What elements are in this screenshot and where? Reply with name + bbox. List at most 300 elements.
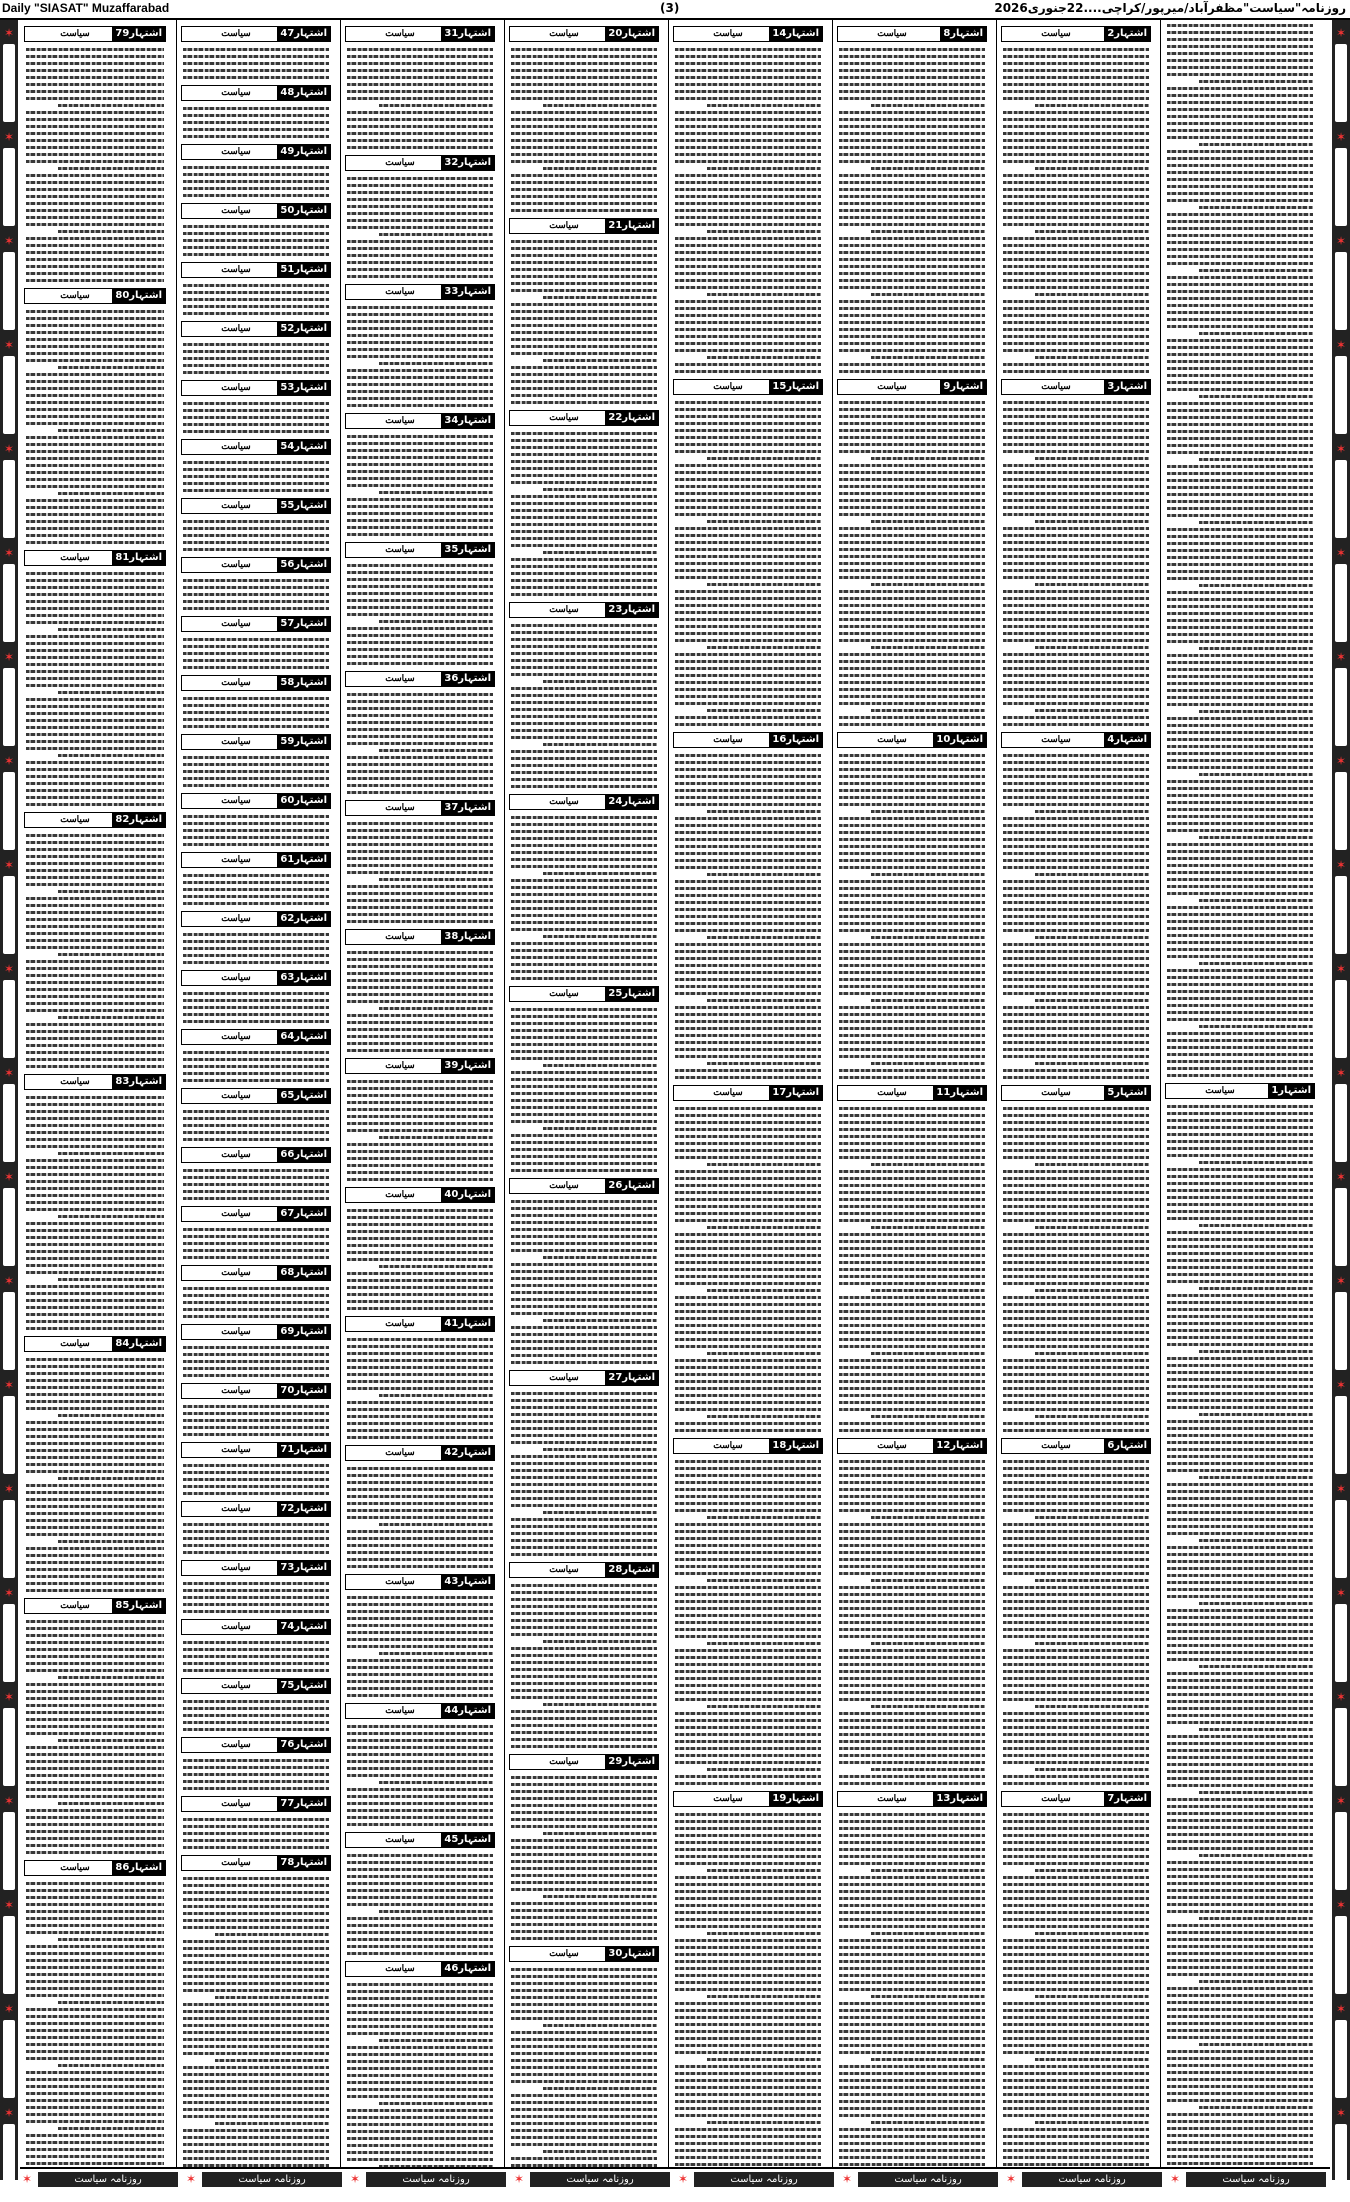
text-line xyxy=(1167,794,1313,797)
text-line xyxy=(1003,2100,1149,2103)
ad-logo: سیاست xyxy=(221,88,251,98)
text-line xyxy=(26,1830,164,1833)
text-line xyxy=(1167,115,1313,118)
rail-logo-band xyxy=(1335,1916,1347,1994)
text-line xyxy=(26,607,164,610)
text-line xyxy=(1167,1046,1313,1049)
text-line xyxy=(1003,2044,1149,2047)
text-line xyxy=(511,1483,657,1486)
text-line xyxy=(839,1338,985,1341)
right-border-rail xyxy=(1332,20,1350,2180)
text-line xyxy=(26,1145,164,1148)
text-line xyxy=(1003,300,1149,303)
ad-number-tag xyxy=(509,218,659,234)
text-line xyxy=(1167,1644,1313,1647)
text-line xyxy=(839,2086,985,2089)
text-line xyxy=(675,796,821,799)
ad-logo: سیاست xyxy=(221,383,251,393)
text-line xyxy=(1167,808,1313,811)
text-line xyxy=(675,1775,821,1778)
text-line xyxy=(1003,1020,1149,1023)
ad-number-tag xyxy=(1001,732,1151,748)
text-line xyxy=(1003,2128,1149,2131)
text-line xyxy=(675,894,821,897)
text-line xyxy=(26,534,164,537)
text-line xyxy=(1199,269,1313,272)
text-line xyxy=(839,69,985,72)
text-line xyxy=(675,1121,821,1124)
ad-number: اشتہار78 xyxy=(277,1856,330,1870)
text-line xyxy=(183,836,329,839)
text-line xyxy=(1167,2064,1313,2067)
ad-number: اشتہار81 xyxy=(112,551,165,565)
text-line xyxy=(675,1359,821,1362)
text-line xyxy=(26,513,164,516)
text-line xyxy=(26,1187,164,1190)
rail-logo-band xyxy=(1335,668,1347,746)
text-line xyxy=(26,1470,164,1473)
text-line xyxy=(26,1449,164,1452)
text-line xyxy=(1167,465,1313,468)
text-line xyxy=(675,1649,821,1652)
text-line xyxy=(1003,611,1149,614)
text-line xyxy=(675,1733,821,1736)
text-line xyxy=(183,2087,329,2090)
text-line xyxy=(26,1882,164,1885)
text-line xyxy=(347,1889,493,1892)
text-line xyxy=(26,1250,164,1253)
text-line xyxy=(511,1968,657,1971)
text-line xyxy=(347,742,493,745)
text-line xyxy=(347,1638,493,1641)
star-ornament-icon: ✶ xyxy=(3,754,15,768)
text-line xyxy=(58,1540,164,1543)
text-line xyxy=(839,1205,985,1208)
text-line xyxy=(511,1078,657,1081)
text-line xyxy=(511,1811,657,1814)
text-line xyxy=(1167,2029,1313,2032)
text-line xyxy=(26,2015,164,2018)
text-line xyxy=(839,111,985,114)
text-line xyxy=(1003,443,1149,446)
text-line xyxy=(1167,1018,1313,1021)
text-line xyxy=(26,1781,164,1784)
text-line xyxy=(183,2150,329,2153)
text-line xyxy=(347,62,493,65)
text-line xyxy=(26,1795,164,1798)
text-line xyxy=(675,2044,821,2047)
text-line xyxy=(26,621,164,624)
text-line xyxy=(1167,1994,1313,1997)
text-line xyxy=(1167,766,1313,769)
text-line xyxy=(511,240,657,243)
text-line xyxy=(871,1226,985,1229)
ad-number-tag xyxy=(345,542,495,558)
text-line xyxy=(183,371,329,374)
text-line xyxy=(347,2060,493,2063)
text-line xyxy=(1003,2107,1149,2110)
text-line xyxy=(839,1712,985,1715)
text-line xyxy=(675,1551,821,1554)
text-line xyxy=(26,1365,164,1368)
ad-logo: سیاست xyxy=(221,1386,251,1396)
text-line xyxy=(215,2122,329,2125)
text-line xyxy=(26,911,164,914)
text-line xyxy=(839,265,985,268)
text-line xyxy=(511,366,657,369)
text-line xyxy=(675,2093,821,2096)
text-line xyxy=(26,1463,164,1466)
text-line xyxy=(1199,332,1313,335)
text-line xyxy=(839,852,985,855)
text-line xyxy=(1167,2099,1313,2102)
text-line xyxy=(1167,255,1313,258)
text-line xyxy=(675,887,821,890)
text-line xyxy=(839,922,985,925)
text-line xyxy=(1167,1546,1313,1549)
rail-logo-band xyxy=(1335,148,1347,226)
text-line xyxy=(347,648,493,651)
text-line xyxy=(839,1684,985,1687)
text-line xyxy=(839,223,985,226)
text-line xyxy=(1035,999,1149,1002)
text-line xyxy=(1167,1686,1313,1689)
text-line xyxy=(26,740,164,743)
text-line xyxy=(1167,1721,1313,1724)
text-line xyxy=(675,1988,821,1991)
text-line xyxy=(839,1974,985,1977)
text-line xyxy=(871,2058,985,2061)
text-line xyxy=(183,128,329,131)
text-line xyxy=(839,992,985,995)
text-line xyxy=(511,1427,657,1430)
ad-logo: سیاست xyxy=(221,1740,251,1750)
text-line xyxy=(707,1062,821,1065)
text-line xyxy=(26,862,164,865)
ad-number: اشتہار56 xyxy=(277,558,330,572)
text-line xyxy=(347,1244,493,1247)
text-line xyxy=(543,1127,657,1130)
text-line xyxy=(511,1867,657,1870)
text-line xyxy=(183,107,329,110)
ad-logo: سیاست xyxy=(385,287,415,297)
ad-number-tag xyxy=(509,1178,659,1194)
text-line xyxy=(1167,1805,1313,1808)
text-line xyxy=(839,436,985,439)
text-line xyxy=(511,1340,657,1343)
text-line xyxy=(511,1392,657,1395)
text-line xyxy=(1167,1420,1313,1423)
text-line xyxy=(839,363,985,366)
text-line xyxy=(347,585,493,588)
text-line xyxy=(839,1733,985,1736)
text-line xyxy=(839,1862,985,1865)
text-line xyxy=(183,1898,329,1901)
text-line xyxy=(1167,2050,1313,2053)
text-line xyxy=(1003,845,1149,848)
text-line xyxy=(675,1467,821,1470)
text-line xyxy=(839,1488,985,1491)
text-line xyxy=(675,279,821,282)
text-line xyxy=(1003,2142,1149,2145)
text-line xyxy=(1167,276,1313,279)
text-line xyxy=(26,1987,164,1990)
text-line xyxy=(1167,325,1313,328)
text-line xyxy=(675,2051,821,2054)
text-line xyxy=(511,1228,657,1231)
text-line xyxy=(1167,997,1313,1000)
star-ornament-icon: ✶ xyxy=(1335,754,1347,768)
text-line xyxy=(347,763,493,766)
ad-number-tag xyxy=(837,26,987,42)
text-line xyxy=(1003,950,1149,953)
text-line xyxy=(1003,782,1149,785)
text-line xyxy=(58,429,164,432)
text-line xyxy=(26,202,164,205)
text-line xyxy=(511,1263,657,1266)
text-line xyxy=(26,1428,164,1431)
ad-logo: سیاست xyxy=(221,1445,251,1455)
text-line xyxy=(1003,674,1149,677)
text-line xyxy=(26,1037,164,1040)
ad-logo: سیاست xyxy=(877,1794,907,1804)
text-line xyxy=(675,1401,821,1404)
text-line xyxy=(1167,1910,1313,1913)
text-line xyxy=(347,1157,493,1160)
text-line xyxy=(26,1299,164,1302)
text-line xyxy=(675,464,821,467)
text-line xyxy=(511,1853,657,1856)
text-line xyxy=(26,1124,164,1127)
text-line xyxy=(675,1020,821,1023)
text-line xyxy=(1003,1628,1149,1631)
ad-logo: سیاست xyxy=(1041,1088,1071,1098)
text-line xyxy=(347,2116,493,2119)
text-line xyxy=(1167,213,1313,216)
text-line xyxy=(26,796,164,799)
text-line xyxy=(1167,1322,1313,1325)
text-line xyxy=(183,489,329,492)
text-line xyxy=(839,1691,985,1694)
text-line xyxy=(26,869,164,872)
text-line xyxy=(511,1235,657,1238)
text-line xyxy=(511,2143,657,2146)
text-line xyxy=(26,1620,164,1623)
text-line xyxy=(1167,262,1313,265)
text-line xyxy=(839,1048,985,1051)
text-line xyxy=(347,1035,493,1038)
text-line xyxy=(347,1258,493,1261)
text-line xyxy=(1199,899,1313,902)
text-line xyxy=(347,125,493,128)
text-line xyxy=(26,2141,164,2144)
text-line xyxy=(1167,1581,1313,1584)
rail-logo-band xyxy=(3,772,15,850)
text-line xyxy=(26,1222,164,1225)
text-line xyxy=(183,933,329,936)
text-line xyxy=(707,810,821,813)
text-line xyxy=(1167,612,1313,615)
text-line xyxy=(707,2121,821,2124)
text-line xyxy=(675,1544,821,1547)
text-line xyxy=(675,943,821,946)
text-line xyxy=(511,729,657,732)
text-line xyxy=(26,1407,164,1410)
text-line xyxy=(183,770,329,773)
text-line xyxy=(511,195,657,198)
rail-logo-band xyxy=(1335,1084,1347,1162)
star-ornament-icon: ✶ xyxy=(1335,546,1347,560)
text-line xyxy=(839,450,985,453)
text-line xyxy=(675,1013,821,1016)
ad-number-tag xyxy=(345,1187,495,1203)
text-line xyxy=(511,2136,657,2139)
text-line xyxy=(1167,591,1313,594)
text-line xyxy=(1167,66,1313,69)
text-line xyxy=(183,718,329,721)
ad-logo: سیاست xyxy=(221,973,251,983)
text-line xyxy=(839,1387,985,1390)
text-line xyxy=(1167,472,1313,475)
text-line xyxy=(347,599,493,602)
text-line xyxy=(839,349,985,352)
text-line xyxy=(183,1780,329,1783)
text-line xyxy=(675,1041,821,1044)
text-line xyxy=(675,181,821,184)
text-line xyxy=(1003,754,1149,757)
rail-logo-band xyxy=(1335,1292,1347,1370)
text-line xyxy=(1003,1733,1149,1736)
text-line xyxy=(839,562,985,565)
text-line xyxy=(183,2073,329,2076)
text-line xyxy=(511,1860,657,1863)
text-line xyxy=(1167,1399,1313,1402)
text-line xyxy=(347,1366,493,1369)
ad-number: اشتہار3 xyxy=(1104,380,1150,394)
text-line xyxy=(675,223,821,226)
text-line xyxy=(1167,1553,1313,1556)
text-line xyxy=(347,920,493,923)
ad-number-tag xyxy=(181,439,331,455)
text-line xyxy=(511,757,657,760)
text-line xyxy=(1003,880,1149,883)
text-line xyxy=(839,1359,985,1362)
text-line xyxy=(839,1698,985,1701)
text-line xyxy=(511,1682,657,1685)
text-line xyxy=(26,2113,164,2116)
text-line xyxy=(26,1117,164,1120)
text-line xyxy=(839,237,985,240)
text-line xyxy=(511,1804,657,1807)
text-line xyxy=(675,258,821,261)
text-line xyxy=(675,1219,821,1222)
text-line xyxy=(1003,971,1149,974)
text-line xyxy=(839,964,985,967)
text-line xyxy=(839,1149,985,1152)
star-ornament-icon: ✶ xyxy=(1335,1482,1347,1496)
text-line xyxy=(675,1338,821,1341)
text-line xyxy=(347,578,493,581)
text-line xyxy=(1003,569,1149,572)
ad-number: اشتہار86 xyxy=(112,1861,165,1875)
text-line xyxy=(675,370,821,373)
footer-logo: روزنامہ سیاست xyxy=(366,2172,506,2187)
text-line xyxy=(1003,1614,1149,1617)
text-line xyxy=(675,2002,821,2005)
text-line xyxy=(675,300,821,303)
text-line xyxy=(347,1338,493,1341)
star-ornament-icon: ✶ xyxy=(1335,1066,1347,1080)
text-line xyxy=(839,590,985,593)
ad-number-tag xyxy=(345,929,495,945)
text-line xyxy=(839,1551,985,1554)
text-line xyxy=(26,331,164,334)
text-line xyxy=(1003,824,1149,827)
text-line xyxy=(26,2162,164,2165)
text-line xyxy=(183,1582,329,1585)
text-line xyxy=(379,362,493,365)
text-line xyxy=(347,871,493,874)
text-line xyxy=(347,132,493,135)
text-line xyxy=(347,1673,493,1676)
text-line xyxy=(1003,1233,1149,1236)
text-line xyxy=(183,1065,329,1068)
text-line xyxy=(511,1888,657,1891)
text-line xyxy=(1167,500,1313,503)
text-line xyxy=(379,1007,493,1010)
text-line xyxy=(1003,1946,1149,1949)
text-line xyxy=(26,1166,164,1169)
text-line xyxy=(839,2114,985,2117)
text-line xyxy=(839,1663,985,1666)
text-line xyxy=(1199,1413,1313,1416)
ad-logo: سیاست xyxy=(221,796,251,806)
text-line xyxy=(26,1952,164,1955)
text-line xyxy=(183,1169,329,1172)
ad-logo: سیاست xyxy=(385,1319,415,1329)
ad-number: اشتہار39 xyxy=(441,1059,494,1073)
text-line xyxy=(839,2128,985,2131)
text-line xyxy=(347,477,493,480)
ad-number-tag xyxy=(1001,26,1151,42)
text-line xyxy=(1167,857,1313,860)
column-3 xyxy=(340,20,499,2168)
text-line xyxy=(379,1910,493,1913)
text-line xyxy=(675,1212,821,1215)
text-line xyxy=(183,593,329,596)
text-line xyxy=(1167,745,1313,748)
text-line xyxy=(26,1945,164,1948)
ad-number: اشتہار49 xyxy=(277,145,330,159)
text-line xyxy=(183,1818,329,1821)
text-line xyxy=(347,1286,493,1289)
text-line xyxy=(839,950,985,953)
text-line xyxy=(1003,408,1149,411)
text-line xyxy=(58,2127,164,2130)
text-line xyxy=(839,132,985,135)
text-line xyxy=(347,1565,493,1568)
text-line xyxy=(26,1030,164,1033)
text-line xyxy=(26,1138,164,1141)
text-line xyxy=(707,1768,821,1771)
ad-number: اشتہار51 xyxy=(277,263,330,277)
text-line xyxy=(1035,1768,1149,1771)
text-line xyxy=(347,1774,493,1777)
text-line xyxy=(26,1568,164,1571)
text-line xyxy=(347,2109,493,2112)
text-line xyxy=(1003,314,1149,317)
text-line xyxy=(183,1610,329,1613)
